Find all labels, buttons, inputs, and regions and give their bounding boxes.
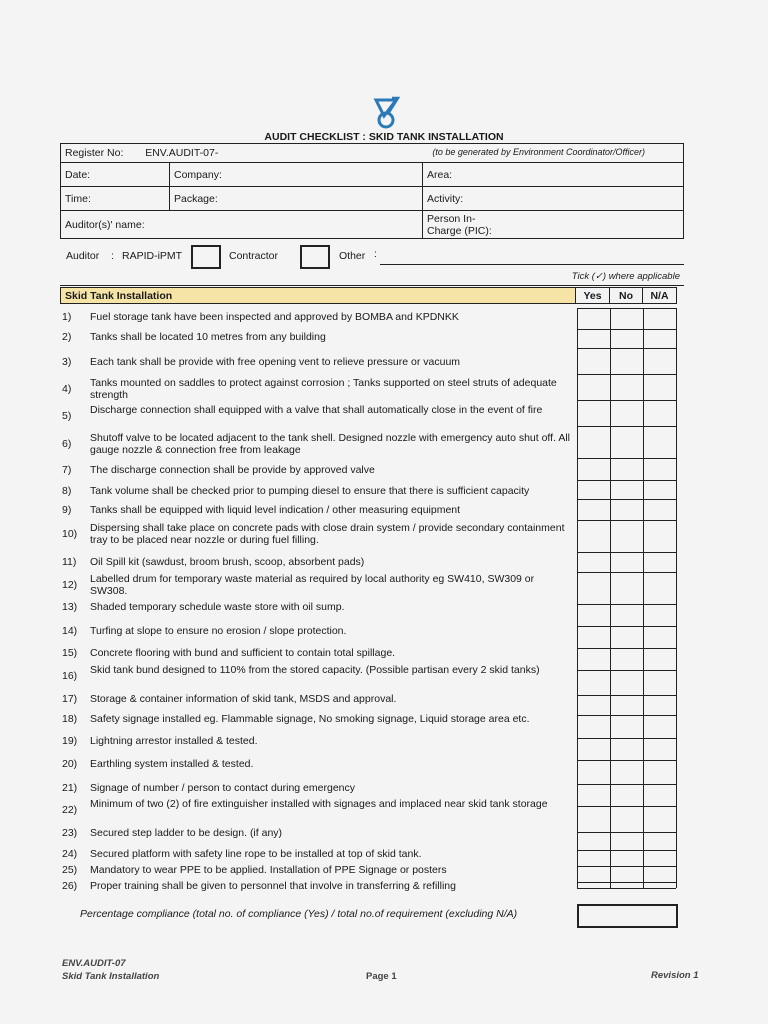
item-text: Shutoff valve to be located adjacent to the tank shell. Designed nozzle with emergency auto shut off. All gauge nozzle & connection free from leakage	[90, 432, 570, 456]
item-text: Secured platform with safety line rope to be installed at top of skid tank.	[90, 848, 422, 860]
item-text: Concrete flooring with bund and sufficient to contain total spillage.	[90, 647, 396, 659]
time-label: Time:	[65, 192, 91, 205]
activity-label: Activity:	[427, 192, 464, 205]
item-text: Secured step ladder to be design. (if any)	[90, 827, 283, 839]
item-text: Tanks shall be located 10 metres from any building	[90, 331, 326, 343]
grid-row-line	[577, 806, 676, 807]
item-number: 24)	[62, 848, 78, 860]
option-contractor-checkbox[interactable]	[300, 245, 330, 269]
item-text: Proper training shall be given to personnel that involve in transferring & refilling	[90, 880, 456, 892]
item-number: 17)	[62, 693, 78, 705]
option-other-colon: :	[374, 248, 377, 260]
grid-row-line	[577, 715, 676, 716]
date-label: Date:	[65, 168, 91, 181]
item-text: Tanks shall be equipped with liquid level indication / other measuring equipment	[90, 504, 461, 516]
grid-vertical-line	[643, 308, 644, 888]
item-number: 23)	[62, 827, 78, 839]
item-text: Each tank shall be provide with free opening vent to relieve pressure or vacuum	[90, 356, 461, 368]
column-na-header: N/A	[643, 287, 677, 304]
tick-grid	[577, 308, 676, 888]
page-title: AUDIT CHECKLIST : SKID TANK INSTALLATION	[264, 131, 504, 143]
grid-row-line	[577, 784, 676, 785]
item-text: Shaded temporary schedule waste store with oil sump.	[90, 601, 345, 613]
item-text: Skid tank bund designed to 110% from the stored capacity. (Possible partisan every 2 skid tanks)	[90, 664, 540, 676]
activity-cell[interactable]	[423, 187, 684, 211]
grid-row-line	[577, 604, 676, 605]
item-text: Storage & container information of skid tank, MSDS and approval.	[90, 693, 397, 705]
item-text: Tanks mounted on saddles to protect against corrosion ; Tanks supported on steel struts of adequate strength	[90, 377, 557, 401]
grid-row-line	[577, 552, 676, 553]
grid-row-line	[577, 832, 676, 833]
grid-row-line	[577, 760, 676, 761]
auditors-label: Auditor(s)' name:	[65, 218, 145, 231]
grid-row-line	[577, 458, 676, 459]
auditor-type-label: Auditor	[66, 250, 100, 262]
item-number: 13)	[62, 601, 78, 613]
item-number: 19)	[62, 735, 78, 747]
item-text: Dispersing shall take place on concrete pads with close drain system / provide secondary containment tray to be placed near nozzle or during fuel filling.	[90, 522, 565, 546]
item-number: 18)	[62, 713, 78, 725]
item-number: 21)	[62, 782, 78, 794]
option-rapid-label: RAPID-iPMT	[122, 250, 183, 262]
package-label: Package:	[174, 192, 218, 205]
item-text: Signage of number / person to contact during emergency	[90, 782, 355, 794]
item-number: 6)	[62, 438, 72, 450]
item-number: 5)	[62, 410, 72, 422]
item-text: Discharge connection shall equipped with a valve that shall automatically close in the event of fire	[90, 404, 543, 416]
company-logo-icon	[370, 96, 402, 130]
other-input-line[interactable]	[380, 264, 684, 265]
item-number: 14)	[62, 625, 78, 637]
footer-page: Page 1	[366, 971, 397, 982]
item-text: Minimum of two (2) of fire extinguisher installed with signages and implaced near skid tank storage	[90, 798, 548, 810]
auditors-cell[interactable]	[61, 211, 423, 239]
package-cell[interactable]	[170, 187, 423, 211]
grid-row-line	[577, 882, 676, 883]
item-number: 20)	[62, 758, 78, 770]
grid-vertical-line	[676, 308, 677, 888]
item-number: 25)	[62, 864, 78, 876]
percentage-compliance-note: Percentage compliance (total no. of compliance (Yes) / total no.of requirement (excluding N/A)	[80, 908, 518, 920]
pic-label-line1: Person In-	[427, 212, 476, 225]
grid-row-line	[577, 572, 676, 573]
time-cell[interactable]	[61, 187, 170, 211]
item-text: Mandatory to wear PPE to be applied. Installation of PPE Signage or posters	[90, 864, 447, 876]
grid-row-line	[577, 738, 676, 739]
grid-vertical-line	[577, 308, 578, 888]
footer-name: Skid Tank Installation	[62, 971, 160, 982]
item-text: Safety signage installed eg. Flammable signage, No smoking signage, Liquid storage area etc.	[90, 713, 530, 725]
grid-row-line	[577, 400, 676, 401]
item-number: 1)	[62, 311, 72, 323]
footer-revision: Revision 1	[651, 970, 699, 981]
item-text: The discharge connection shall be provide by approved valve	[90, 464, 375, 476]
item-number: 10)	[62, 528, 78, 540]
grid-row-line	[577, 480, 676, 481]
register-label: Register No:	[65, 147, 124, 159]
grid-vertical-line	[610, 308, 611, 888]
item-text: Labelled drum for temporary waste material as required by local authority eg SW410, SW309 or SW308.	[90, 573, 535, 597]
grid-row-line	[577, 626, 676, 627]
item-text: Turfing at slope to ensure no erosion / slope protection.	[90, 625, 347, 637]
item-number: 12)	[62, 579, 78, 591]
column-no-header: No	[610, 287, 643, 304]
option-rapid-checkbox[interactable]	[191, 245, 221, 269]
item-text: Oil Spill kit (sawdust, broom brush, scoop, absorbent pads)	[90, 556, 365, 568]
pic-label-line2: Charge (PIC):	[427, 224, 492, 237]
item-number: 26)	[62, 880, 78, 892]
item-number: 3)	[62, 356, 72, 368]
register-value[interactable]: ENV.AUDIT-07-	[145, 147, 219, 159]
tick-note: Tick (✓) where applicable	[571, 271, 680, 282]
grid-row-line	[577, 866, 676, 867]
grid-row-line	[577, 648, 676, 649]
section-title: Skid Tank Installation	[60, 287, 576, 304]
grid-row-line	[577, 426, 676, 427]
grid-row-line	[577, 499, 676, 500]
item-text: Earthling system installed & tested.	[90, 758, 254, 770]
item-number: 22)	[62, 804, 78, 816]
header-info-table	[60, 143, 684, 239]
option-other-label: Other	[339, 250, 366, 262]
date-cell[interactable]	[61, 163, 170, 187]
grid-row-line	[577, 850, 676, 851]
item-text: Tank volume shall be checked prior to pumping diesel to ensure that there is sufficient capacity	[90, 485, 530, 497]
item-number: 2)	[62, 331, 72, 343]
grid-row-line	[577, 520, 676, 521]
grid-row-line	[577, 308, 676, 309]
grid-row-line	[577, 888, 676, 889]
item-number: 16)	[62, 670, 78, 682]
option-contractor-label: Contractor	[229, 250, 279, 262]
register-row	[61, 144, 684, 163]
item-text: Lightning arrestor installed & tested.	[90, 735, 258, 747]
percentage-compliance-box[interactable]	[577, 904, 678, 928]
grid-row-line	[577, 329, 676, 330]
item-number: 7)	[62, 464, 72, 476]
grid-row-line	[577, 670, 676, 671]
grid-row-line	[577, 374, 676, 375]
company-label: Company:	[174, 168, 222, 181]
item-number: 4)	[62, 383, 72, 395]
item-number: 8)	[62, 485, 72, 497]
item-number: 15)	[62, 647, 78, 659]
area-cell[interactable]	[423, 163, 684, 187]
company-cell[interactable]	[170, 163, 423, 187]
item-text: Fuel storage tank have been inspected and approved by BOMBA and KPDNKK	[90, 311, 459, 323]
pic-cell[interactable]	[423, 211, 684, 239]
auditor-type-colon: :	[111, 250, 114, 262]
register-note: (to be generated by Environment Coordinator/Officer)	[432, 147, 645, 157]
section-top-line	[60, 285, 684, 286]
grid-row-line	[577, 695, 676, 696]
footer-code: ENV.AUDIT-07	[62, 958, 126, 969]
column-yes-header: Yes	[576, 287, 610, 304]
item-number: 11)	[62, 556, 77, 568]
item-number: 9)	[62, 504, 72, 516]
area-label: Area:	[427, 168, 453, 181]
grid-row-line	[577, 348, 676, 349]
